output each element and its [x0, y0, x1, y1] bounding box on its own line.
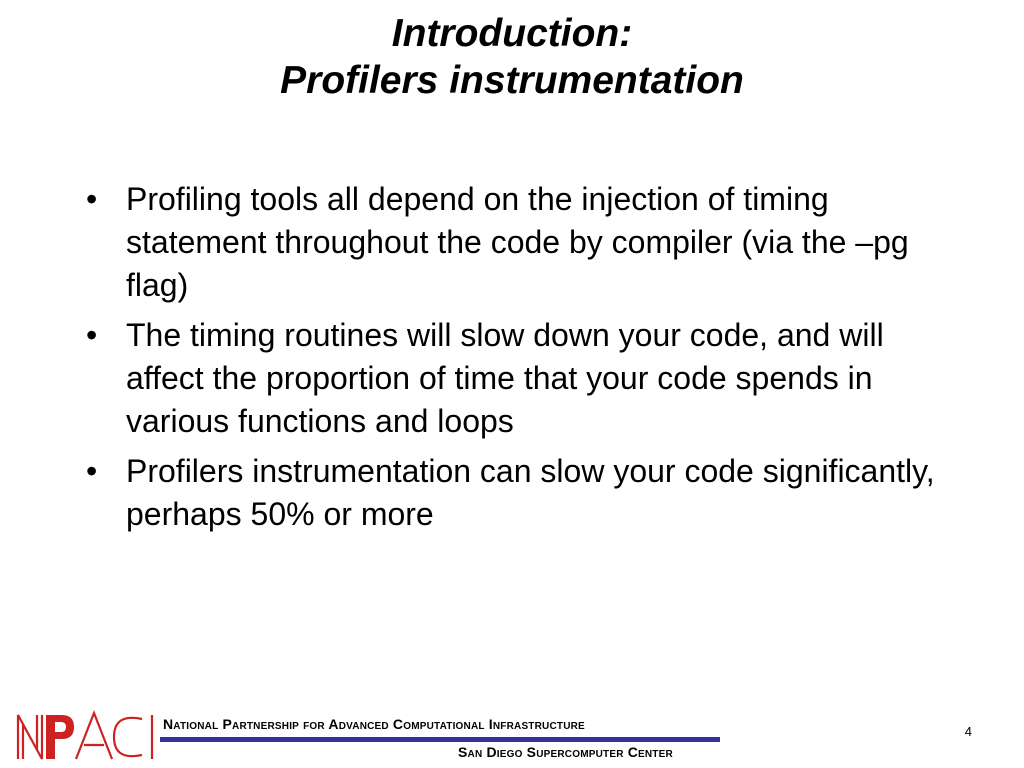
slide-title-line-2: Profilers instrumentation	[280, 59, 744, 102]
bullet-marker: •	[86, 453, 98, 489]
bullet-marker: •	[86, 317, 98, 353]
bullet-marker: •	[86, 181, 98, 217]
slide-title	[0, 10, 1024, 104]
npaci-logo	[14, 709, 160, 761]
bullet-text: The timing routines will slow down your code, and will affect the proportion of time that your code spends in various functions and loops	[126, 317, 884, 439]
bullet-item	[86, 178, 956, 307]
page-number: 4	[964, 724, 972, 739]
bullet-text: Profilers instrumentation can slow your code significantly, perhaps 50% or more	[126, 453, 935, 532]
organization-name: National Partnership for Advanced Computational Infrastructure	[163, 716, 585, 732]
bullet-item	[86, 314, 956, 443]
center-name: San Diego Supercomputer Center	[458, 744, 673, 760]
bullet-list	[86, 178, 956, 543]
footer-divider-bar	[160, 737, 720, 742]
slide-footer	[0, 700, 1024, 768]
bullet-item	[86, 450, 956, 536]
bullet-text: Profiling tools all depend on the injection of timing statement throughout the code by compiler (via the –pg flag)	[126, 181, 909, 303]
slide-title-line-1: Introduction:	[391, 12, 633, 55]
